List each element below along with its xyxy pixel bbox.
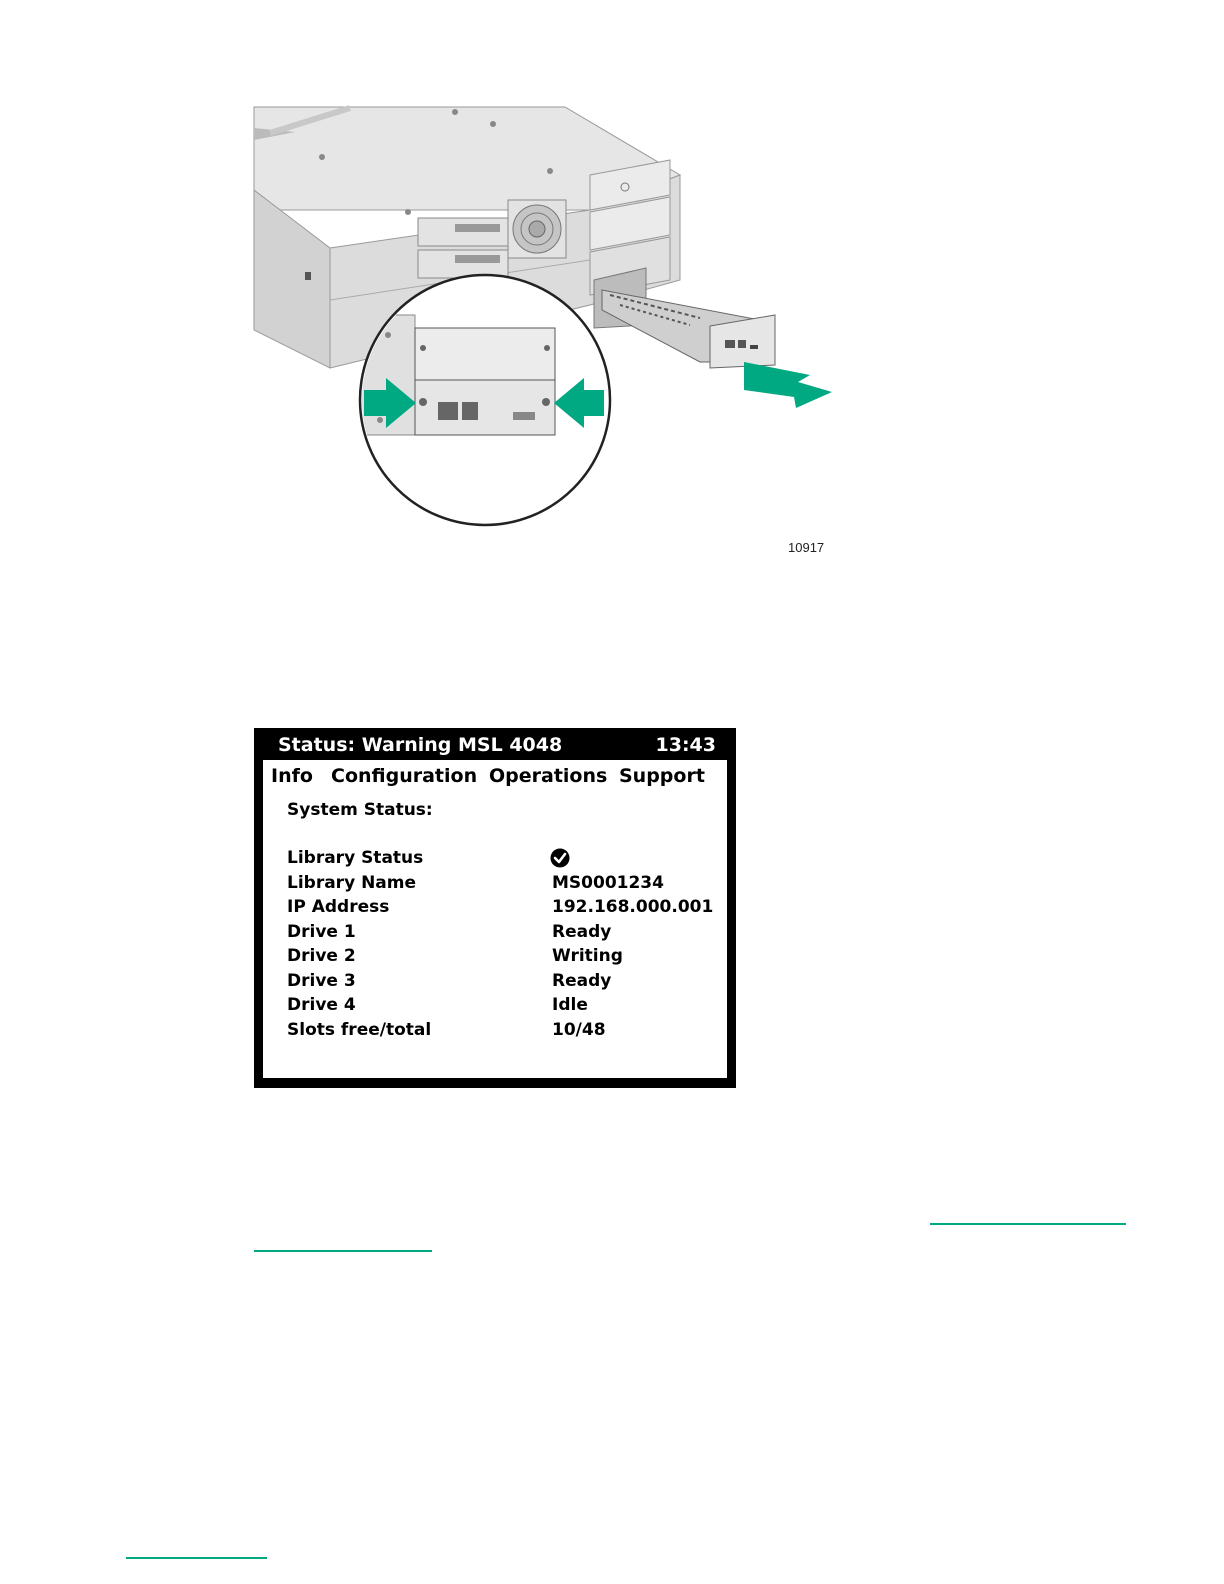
row-value: 10/48: [552, 1019, 606, 1040]
clock-text: 13:43: [655, 734, 716, 756]
row-value: [552, 848, 572, 873]
status-row-drive-3: [287, 971, 717, 996]
row-label: Drive 3: [287, 970, 356, 991]
row-label: Slots free/total: [287, 1019, 432, 1040]
row-value: Idle: [552, 995, 588, 1015]
row-label: Drive 1: [287, 921, 356, 942]
reference-link-2[interactable]: [254, 1250, 432, 1252]
check-circle-icon: [550, 848, 570, 868]
menu-operations[interactable]: Operations: [489, 765, 608, 787]
row-label: Drive 4: [287, 995, 356, 1015]
status-text: Status: Warning: [278, 734, 452, 756]
reference-link-1[interactable]: [930, 1223, 1126, 1225]
reference-link-3[interactable]: [126, 1557, 267, 1559]
status-row-slots: [287, 1020, 717, 1045]
row-label: Library Status: [287, 848, 424, 868]
menu-support[interactable]: Support: [619, 765, 705, 787]
row-value: Ready: [552, 921, 612, 942]
status-row-drive-4: [287, 995, 717, 1020]
menu-info[interactable]: Info: [271, 765, 313, 787]
row-label: Drive 2: [287, 946, 356, 966]
status-row-drive-1: [287, 922, 717, 947]
row-value: Writing: [552, 946, 623, 966]
model-text: MSL 4048: [458, 734, 563, 756]
lcd-status-bar: [254, 728, 736, 760]
row-value: MS0001234: [552, 872, 664, 893]
lcd-menu-bar: [263, 762, 727, 792]
status-row-library-status: [287, 848, 717, 873]
row-value: Ready: [552, 970, 612, 991]
library-card-insertion-illustration: [250, 100, 850, 570]
system-status-heading: System Status:: [287, 800, 433, 820]
row-label: IP Address: [287, 897, 390, 917]
insert-arrow-icon: [744, 362, 832, 408]
figure-id-label: 10917: [788, 540, 825, 555]
row-label: Library Name: [287, 872, 417, 893]
row-value: 192.168.000.001: [552, 897, 714, 917]
system-status-list: [287, 848, 717, 1044]
lcd-screen: [263, 760, 727, 1078]
menu-configuration[interactable]: Configuration: [331, 765, 478, 787]
status-row-library-name: [287, 873, 717, 898]
lcd-panel: [254, 728, 736, 1088]
status-row-ip-address: [287, 897, 717, 922]
status-row-drive-2: [287, 946, 717, 971]
